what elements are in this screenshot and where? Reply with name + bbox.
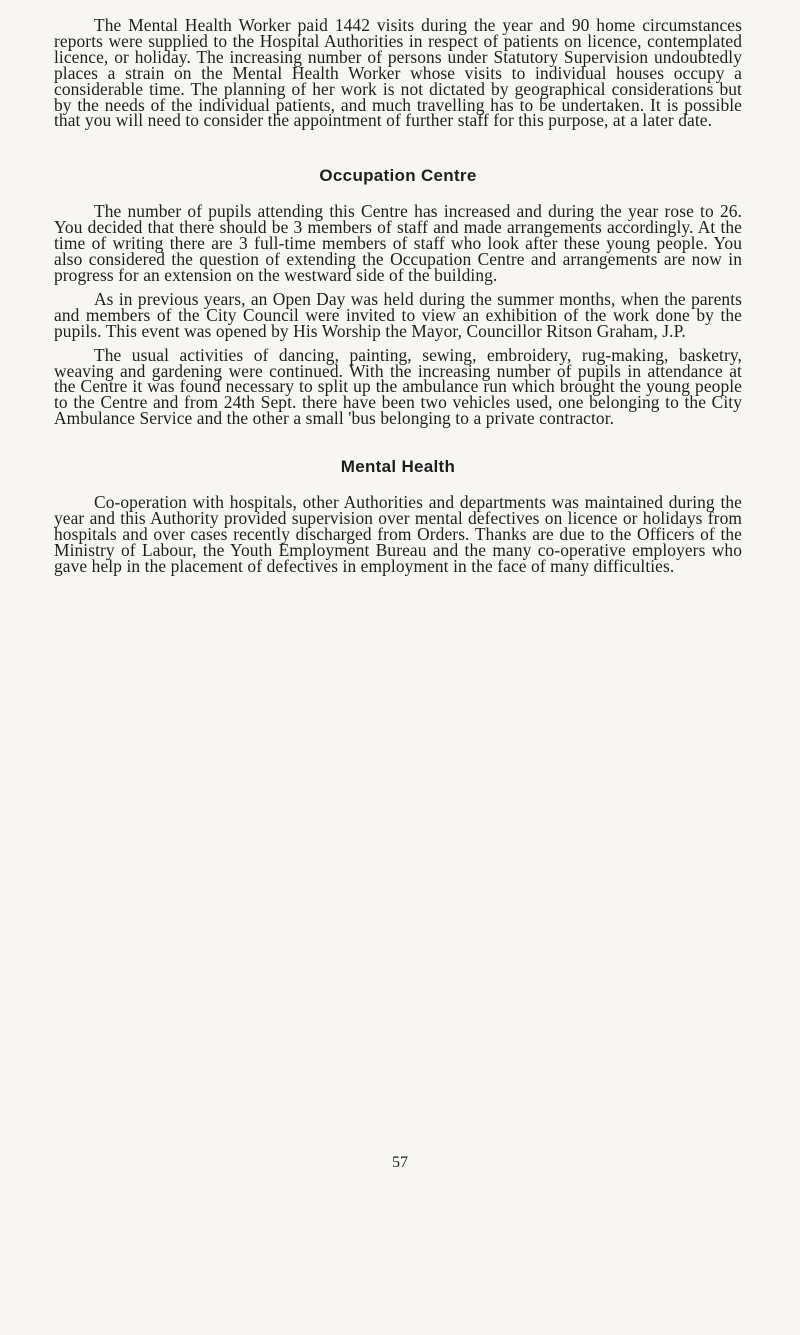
mental-health-paragraph: Co-operation with hospitals, other Authorities and departments was maintained during the year and this Authority provided supervision over mental defectives on licence or holidays from hospitals and over cases recently discharged from Orders. Thanks are due to the Officers of the Ministry of Labour, the Youth Employment Bureau and the many co-operative employers who gave help in the placement of defectives in employment in the face of many difficulties. (54, 492, 742, 576)
occupation-paragraph-3: The usual activities of dancing, painting, sewing, embroidery, rug-making, basketry, weaving and gardening were continued. With the increasing number of pupils in attendance at the Centre it was found necessary to split up the ambulance run which brought the young people to the Centre and from 24th Sept. there have been two vehicles used, one belonging to the City Ambulance Service and the other a small 'bus belonging to a private contractor. (54, 344, 742, 429)
occupation-centre-heading: Occupation Centre (319, 166, 477, 186)
document-page (54, 15, 742, 576)
mental-health-heading: Mental Health (340, 457, 456, 477)
occupation-paragraph-2: As in previous years, an Open Day was held during the summer months, when the parents and members of the City Council were invited to view an exhibition of the work done by the pupils. This event was opened by His Worship the Mayor, Councillor Ritson Graham, J.P. (54, 288, 742, 341)
page-number: 57 (392, 1154, 408, 1171)
occupation-paragraph-1: The number of pupils attending this Centre has increased and during the year rose to 26. You decided that there should be 3 members of staff and made arrangements accordingly. At the time of writing there are 3 full-time members of staff who look after these young people. You also considered the question of extending the Occupation Centre and arrangements are now in progress for an extension on the westward side of the building. (54, 201, 742, 285)
intro-paragraph: The Mental Health Worker paid 1442 visits during the year and 90 home circumstances reports were supplied to the Hospital Authorities in respect of patients on licence, contemplated licence, or holiday. The increasing number of persons under Statutory Supervision undoubtedly places a strain on the Mental Health Worker whose visits to individual houses occupy a considerable time. The planning of her work is not dictated by geographical considerations but by the needs of the individual patients, and much travelling has to be undertaken. It is possible that you will need to consider the appointment of further staff for this purpose, at a later date. (54, 15, 742, 131)
